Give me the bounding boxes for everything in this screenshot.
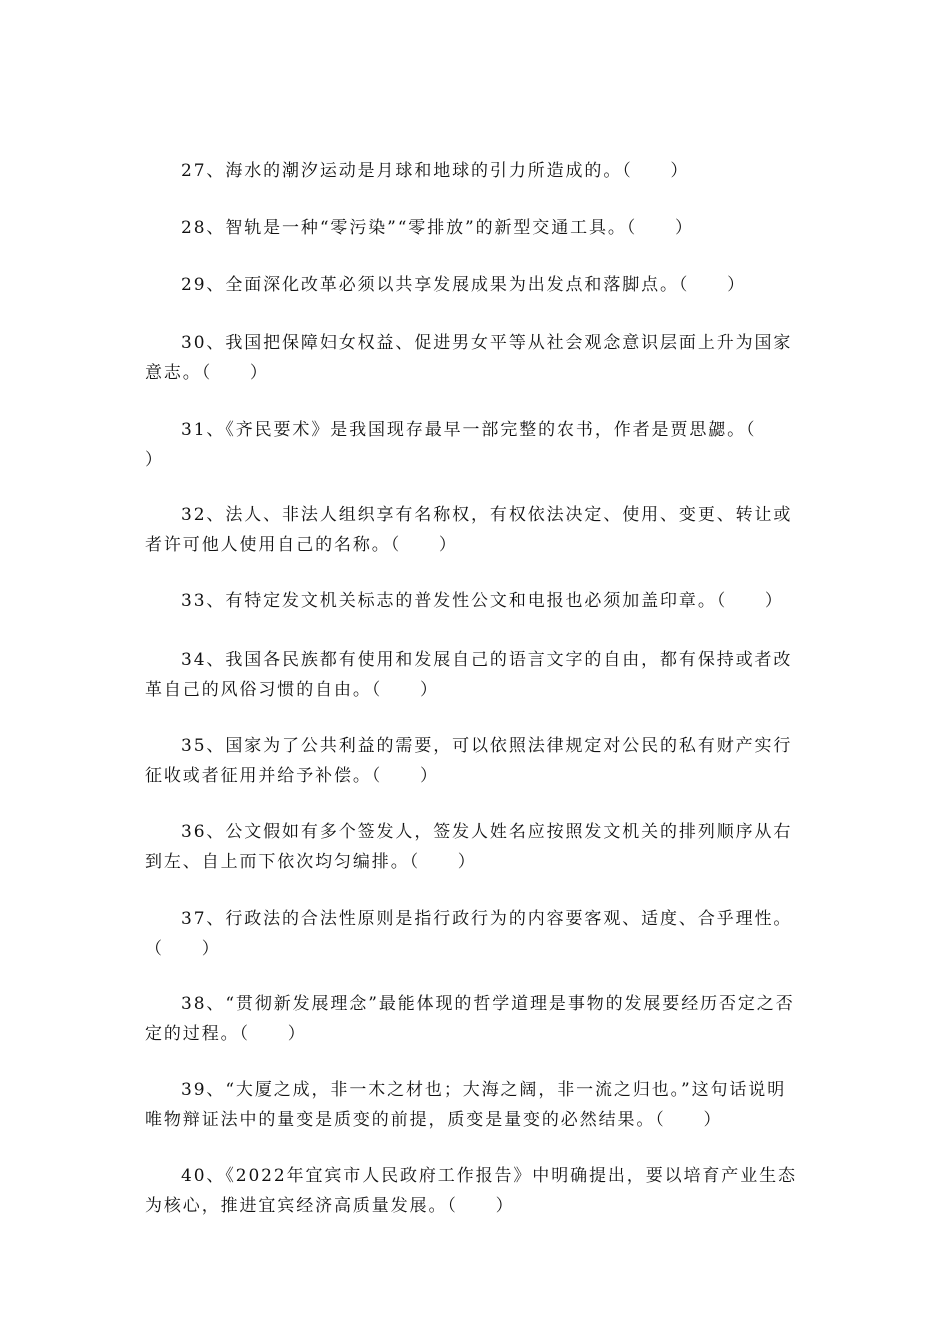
question-31: 31、《齐民要术》是我国现存最早一部完整的农书，作者是贾思勰。（ ） bbox=[145, 420, 795, 470]
question-40: 40、《2022年宜宾市人民政府工作报告》中明确提出，要以培育产业生态为核心，推进宜宾经济高质量发展。（ ） bbox=[145, 1166, 797, 1216]
question-36: 36、公文假如有多个签发人，签发人姓名应按照发文机关的排列顺序从右到左、自上而下依次均匀编排。（ ） bbox=[145, 822, 793, 872]
question-32: 32、法人、非法人组织享有名称权，有权依法决定、使用、变更、转让或者许可他人使用自己的名称。（ ） bbox=[145, 505, 793, 555]
question-28: 28、智轨是一种“零污染”“零排放”的新型交通工具。（ ） bbox=[181, 218, 694, 238]
question-38: 38、“贯彻新发展理念”最能体现的哲学道理是事物的发展要经历否定之否定的过程。（ ） bbox=[145, 994, 795, 1044]
question-30: 30、我国把保障妇女权益、促进男女平等从社会观念意识层面上升为国家意志。（ ） bbox=[145, 333, 793, 383]
question-29: 29、全面深化改革必须以共享发展成果为出发点和落脚点。（ ） bbox=[181, 275, 747, 295]
question-27: 27、海水的潮汐运动是月球和地球的引力所造成的。（ ） bbox=[181, 161, 690, 181]
question-35: 35、国家为了公共利益的需要，可以依照法律规定对公民的私有财产实行征收或者征用并给予补偿。（ ） bbox=[145, 736, 793, 786]
question-34: 34、我国各民族都有使用和发展自己的语言文字的自由，都有保持或者改革自己的风俗习惯的自由。（ ） bbox=[145, 650, 793, 700]
question-39: 39、“大厦之成，非一木之材也；大海之阔，非一流之归也。”这句话说明唯物辩证法中的量变是质变的前提，质变是量变的必然结果。（ ） bbox=[145, 1080, 787, 1130]
question-37: 37、行政法的合法性原则是指行政行为的内容要客观、适度、合乎理性。（ ） bbox=[145, 909, 793, 959]
question-33: 33、有特定发文机关标志的普发性公文和电报也必须加盖印章。（ ） bbox=[181, 591, 784, 611]
